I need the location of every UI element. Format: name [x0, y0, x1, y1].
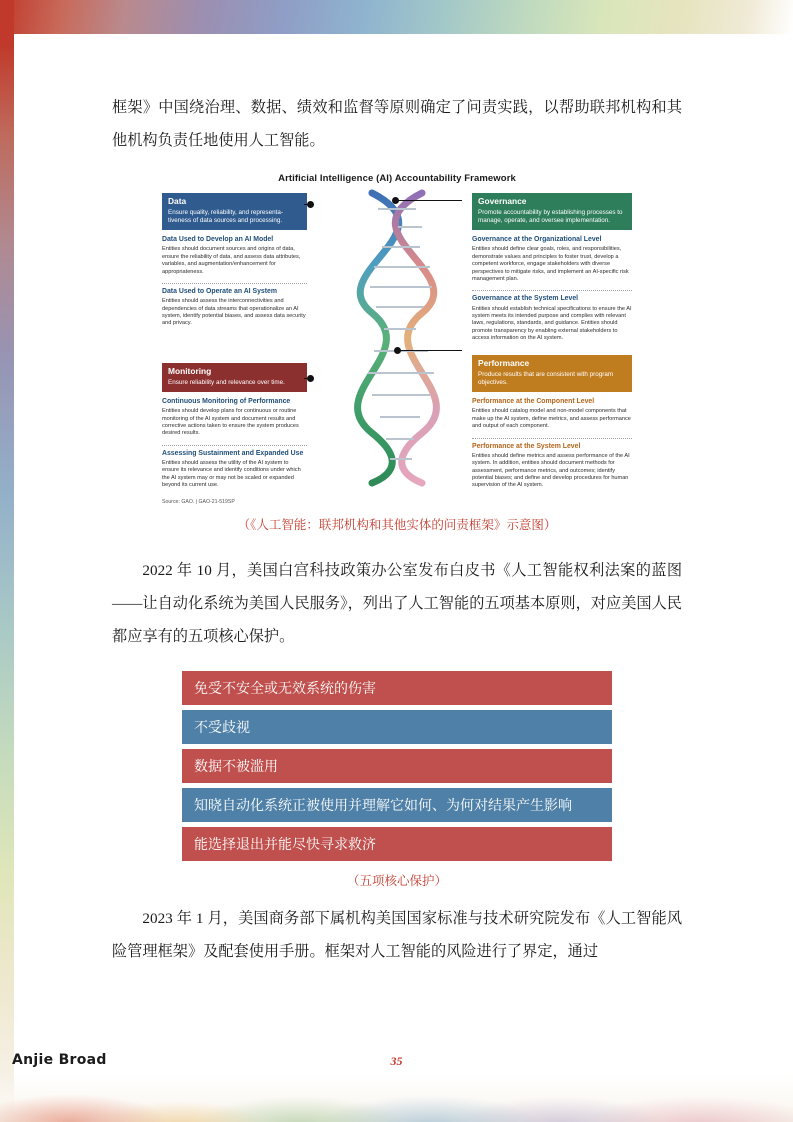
figure-title: Artificial Intelligence (AI) Accountability Framework	[278, 173, 516, 185]
paragraph-blueprint: 2022 年 10 月，美国白宫科技政策办公室发布白皮书《人工智能权利法案的蓝图——让自动化系统为美国人民服务》，列出了人工智能的五项基本原则，对应美国人民都应享有的五项核心保护。	[112, 562, 682, 645]
governance-section-org: Governance at the Organizational Level Entities should define clear goals, roles, and responsibilities, demonstrate values and principles to foster trust, develop a competent workforce, engage stakeholders with diverse perspectives to mitigate risks, and implement an AI-specific risk management plan.	[472, 236, 629, 282]
list-item: 不受歧视	[182, 710, 612, 744]
data-header: Data Ensure quality, reliability, and representa-tiveness of data sources and processing.	[162, 193, 307, 230]
governance-section-system: Governance at the System Level Entities should establish technical specifications to ensure the AI system meets its intended purpose and complies with relevant laws, regulations, standards, and guidance. Entities should promote transparency by enabling external stakeholders to access information on the AI system.	[472, 290, 632, 342]
list-item: 能选择退出并能尽快寻求救济	[182, 827, 612, 861]
figure-block-governance	[472, 193, 632, 342]
page-left-decoration	[0, 0, 14, 1122]
monitoring-section-sustainment: Assessing Sustainment and Expanded Use Entities should assess the utility of the AI system to ensure its relevance and identify conditions under which the AI system may or may not be scaled or expanded beyond its current use.	[162, 445, 307, 490]
ai-accountability-framework-figure	[162, 173, 632, 505]
leader-line-monitoring	[304, 378, 314, 379]
page-top-decoration	[0, 0, 793, 34]
list-item: 免受不安全或无效系统的伤害	[182, 671, 612, 705]
dna-helix-illustration	[312, 187, 487, 487]
figure-source: Source: GAO. | GAO-21-519SP	[162, 499, 235, 506]
paragraph-intro: 框架》中国绕治理、数据、绩效和监督等原则确定了问责实践，以帮助联邦机构和其他机构负责任地使用人工智能。	[112, 99, 682, 149]
paragraph-nist: 2023 年 1 月，美国商务部下属机构美国国家标准与技术研究院发布《人工智能风险管理框架》及配套使用手册。框架对人工智能的风险进行了界定，通过	[112, 910, 682, 961]
governance-header: Governance Promote accountability by establishing processes to manage, operate, and oversee implementation.	[472, 193, 632, 230]
page-content	[112, 92, 682, 969]
page-number: 35	[390, 1054, 403, 1068]
monitoring-header: Monitoring Ensure reliability and relevance over time.	[162, 363, 307, 392]
monitoring-section-continuous: Continuous Monitoring of Performance Entities should develop plans for continuous or routine monitoring of the AI system and document results and corrective actions taken to ensure the system produces desired results.	[162, 398, 299, 437]
performance-section-component: Performance at the Component Level Entities should catalog model and non-model components that make up the AI system, define metrics, and assess performance and output of each component.	[472, 398, 631, 430]
figure-block-data	[162, 193, 307, 327]
leader-line-data	[304, 204, 314, 205]
performance-section-system: Performance at the System Level Entities should define metrics and assess performance of the AI system. In addition, entities should document methods for assessment, performance metrics, and outcomes; identify potential biases; and define and develop procedures for human supervision of the AI system.	[472, 438, 632, 490]
performance-header: Performance Produce results that are consistent with program objectives.	[472, 355, 632, 392]
firm-logo: Anjie Broad	[12, 1052, 107, 1068]
figure-block-performance	[472, 355, 632, 489]
data-section-model: Data Used to Develop an AI Model Entities should document sources and origins of data, ensure the reliability of data, and assess data attributes, variables, and augmentation/enhancement for appropriateness.	[162, 236, 301, 275]
list-item: 知晓自动化系统正被使用并理解它如何、为何对结果产生影响	[182, 788, 612, 822]
dna-helix-svg	[312, 187, 487, 487]
figure-block-monitoring	[162, 363, 307, 489]
list-item: 数据不被滥用	[182, 749, 612, 783]
leader-line-performance	[398, 350, 462, 351]
figure-caption: （《人工智能：联邦机构和其他实体的问责框架》示意图）	[237, 518, 557, 533]
page-bottom-decoration	[0, 1074, 793, 1122]
protections-caption: （五项核心保护）	[346, 874, 447, 889]
five-core-protections-list	[182, 671, 612, 861]
page-footer	[0, 1050, 793, 1078]
data-section-system: Data Used to Operate an AI System Entities should assess the interconnectivities and dependencies of data streams that operationalize an AI system, identify potential biases, and assess data security and privacy.	[162, 283, 307, 328]
leader-line-governance	[396, 200, 462, 201]
